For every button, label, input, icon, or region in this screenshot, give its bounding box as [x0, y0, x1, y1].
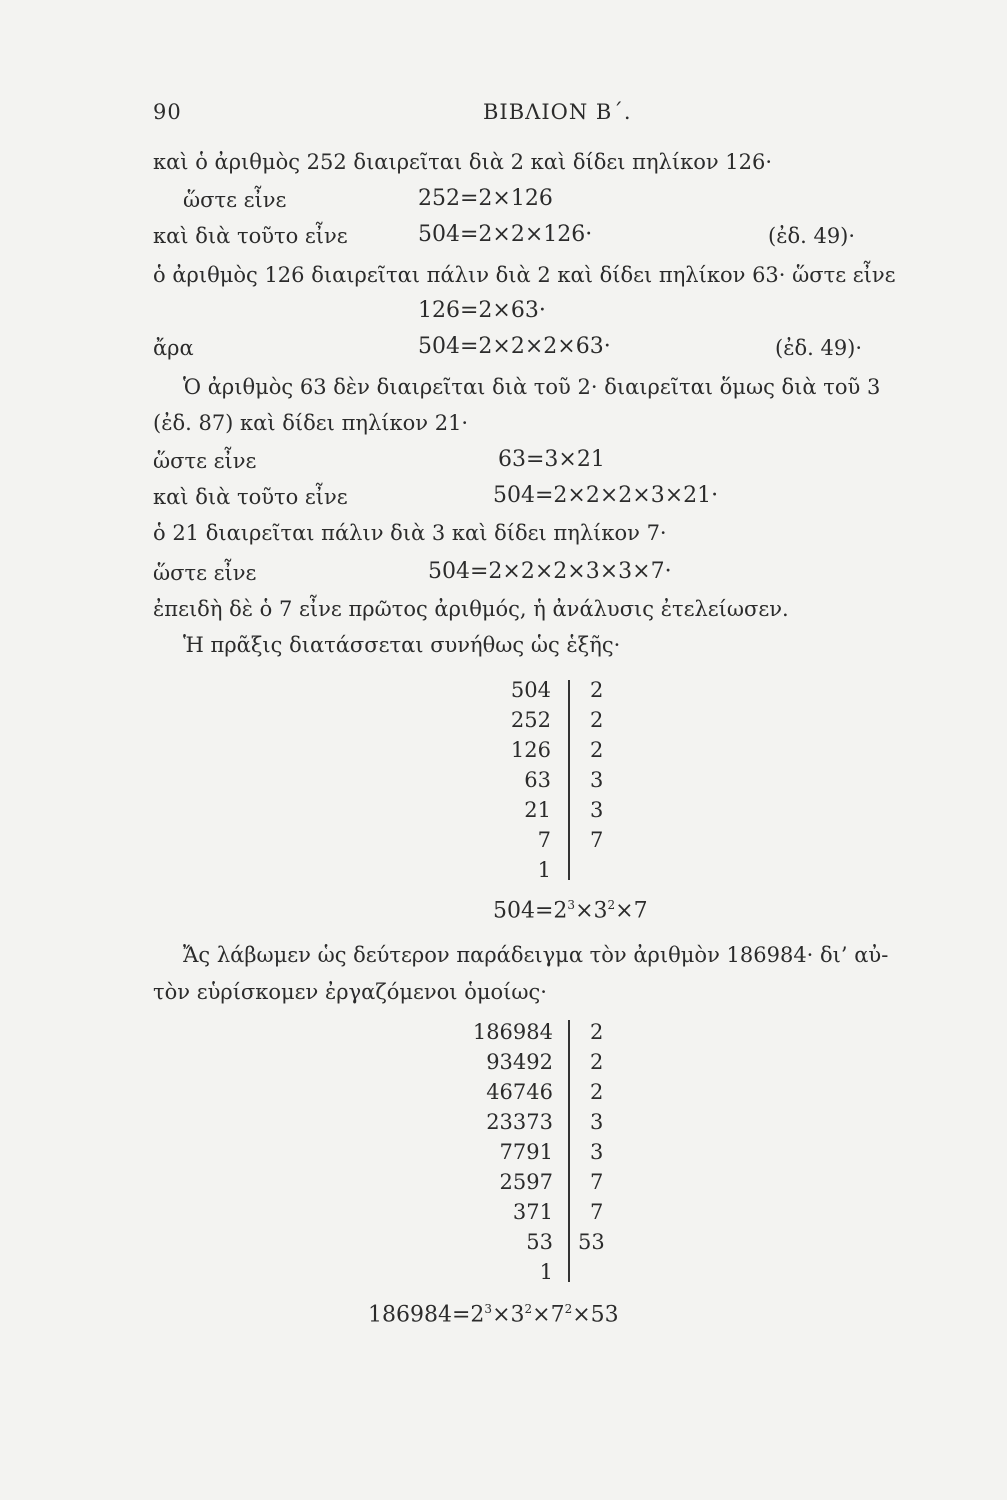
equation: 63=3×21 — [498, 447, 605, 472]
divisor: 3 — [590, 1140, 604, 1164]
divisor: 2 — [590, 708, 604, 732]
table-divider — [568, 680, 570, 880]
dividend: 504 — [510, 678, 551, 702]
dividend: 93492 — [486, 1050, 553, 1074]
dividend: 46746 — [486, 1080, 553, 1104]
divisor: 2 — [590, 738, 604, 762]
dividend: 126 — [510, 738, 551, 762]
divisor: 2 — [590, 678, 604, 702]
divisor: 53 — [578, 1230, 605, 1254]
divisor: 2 — [590, 1020, 604, 1044]
text-line: Ὁ ἀριθμὸς 63 δὲν διαιρεῖται διὰ τοῦ 2· διαιρεῖται ὅμως διὰ τοῦ 3 — [183, 375, 881, 399]
text-line: ἄρα — [153, 336, 194, 360]
text-line: καὶ διὰ τοῦτο εἶνε — [153, 485, 348, 509]
divisor: 3 — [590, 1110, 604, 1134]
factorization-result-2: $186984=2^3\times 3^2\times 7^2\times 53$ — [368, 1302, 619, 1328]
dividend: 53 — [526, 1230, 553, 1254]
equation: 504=2×2×2×3×3×7· — [428, 559, 672, 584]
dividend: 252 — [510, 708, 551, 732]
divisor: 2 — [590, 1050, 604, 1074]
dividend: 1 — [539, 1260, 553, 1284]
text-line: ὁ 21 διαιρεῖται πάλιν διὰ 3 καὶ δίδει πηλίκον 7· — [153, 521, 667, 545]
divisor: 7 — [590, 1200, 604, 1224]
text-line: Ἡ πρᾶξις διατάσσεται συνήθως ὡς ἑξῆς· — [183, 633, 621, 657]
equation: 504=2×2×2×63· — [418, 334, 611, 359]
dividend: 7791 — [499, 1140, 553, 1164]
text-line: ἐπειδὴ δὲ ὁ 7 εἶνε πρῶτος ἀριθμός, ἡ ἀνάλυσις ἐτελείωσεν. — [153, 597, 789, 621]
text-line: ὥστε εἶνε — [153, 449, 257, 473]
running-title: ΒΙΒΛΙΟΝ Β΄. — [483, 100, 632, 124]
text-line: τὸν εὑρίσκομεν ἐργαζόμενοι ὁμοίως· — [153, 980, 547, 1004]
dividend: 21 — [524, 798, 551, 822]
text-line: καὶ διὰ τοῦτο εἶνε — [153, 224, 348, 248]
reference: (ἐδ. 49)· — [775, 336, 863, 360]
text-line: καὶ ὁ ἀριθμὸς 252 διαιρεῖται διὰ 2 καὶ δίδει πηλίκον 126· — [153, 150, 773, 174]
text-line: Ἄς λάβωμεν ὡς δεύτερον παράδειγμα τὸν ἀριθμὸν 186984· δι’ αὐ- — [183, 943, 889, 967]
text-line: ὥστε εἶνε — [153, 561, 257, 585]
dividend: 7 — [537, 828, 551, 852]
divisor: 2 — [590, 1080, 604, 1104]
reference: (ἐδ. 49)· — [768, 224, 856, 248]
table-divider — [568, 1020, 570, 1282]
text-line: ὥστε εἶνε — [183, 188, 287, 212]
dividend: 2597 — [499, 1170, 553, 1194]
divisor: 3 — [590, 798, 604, 822]
text-line: (ἐδ. 87) καὶ δίδει πηλίκον 21· — [153, 411, 469, 435]
dividend: 371 — [512, 1200, 553, 1224]
factorization-result-1: $504=2^3\times 3^2\times 7$ — [493, 898, 648, 924]
equation: 504=2×2×126· — [418, 222, 593, 247]
equation: 126=2×63· — [418, 298, 546, 323]
dividend: 63 — [524, 768, 551, 792]
divisor: 7 — [590, 1170, 604, 1194]
page-number: 90 — [153, 100, 182, 124]
dividend: 186984 — [472, 1020, 553, 1044]
dividend: 23373 — [486, 1110, 553, 1134]
dividend: 1 — [537, 858, 551, 882]
equation: 252=2×126 — [418, 186, 553, 211]
divisor: 3 — [590, 768, 604, 792]
divisor: 7 — [590, 828, 604, 852]
text-line: ὁ ἀριθμὸς 126 διαιρεῖται πάλιν διὰ 2 καὶ δίδει πηλίκον 63· ὥστε εἶνε — [153, 263, 896, 287]
equation: 504=2×2×2×3×21· — [493, 483, 719, 508]
